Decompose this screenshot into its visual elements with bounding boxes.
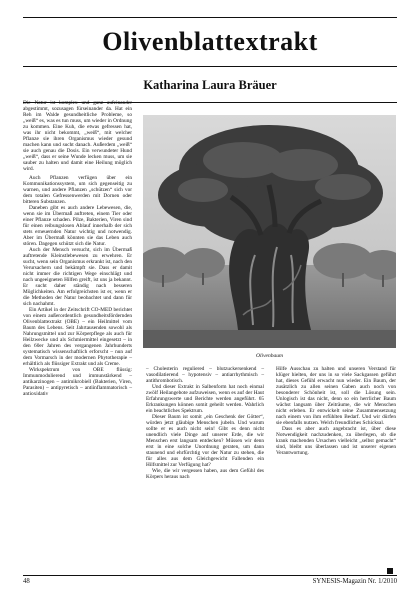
paragraph: Auch der Mensch versucht, sich im Übermaß auftretende Kleinstlebewesen zu erwehren. Er sucht, wenn sein Organismus erkrankt ist, nach den Verursachern und bekämpft sie. Dass er damit nicht immer die richtigen Wege einschlägt und nach ungeeigneten Hilfen greift, ist uns ja bekannt. Er sucht daher ständig nach besseren Möglichkeiten. Am erfolgreichsten ist er, wenn er die Methoden der Natur beobachtet und dann für sich nachahmt. <box>23 247 132 307</box>
paragraph: Dieser Baum ist somit „ein Geschenk der Götter“, würden jetzt gläubige Menschen jubeln. Und warum sollte er es auch nicht sein! Gibt es denn nicht unendlich viele Dinge auf unserer Erde, die wir Menschen erst langsam entdecken? Müssen wir denn erst in eine solche Unordnung geraten, um dann staunend und ehrfürchtig vor der Natur zu stehen, die für alles aus dem Gleichgewicht Fallenden ein Hilfsmittel zur Verfügung hat? <box>146 414 264 468</box>
paragraph: Die Natur ist komplex und ganz aufeinander abgestimmt, sozusagen fürseinander da. Hat ein Reh im Walde gesundheitliche Probleme, so „weiß“ es, was es tun muss, um wieder in Ordnung zu kommen. Eine Kuh, die etwas gefressen hat, was ihr nicht bekommt, „weiß“, mit welcher Pflanze sie ihren Organismus wieder gesund machen kann und sucht danach. Außerdem „weiß“ sie auch genau die Dosis. Ein verwundeter Hund „weiß“, dass er seine Wunde lecken muss, um sie sauber zu halten und damit eine Heilung möglich wird. <box>23 100 132 172</box>
article-author: Katharina Laura Bräuer <box>143 78 277 92</box>
photo-caption: Olivenbaum <box>256 353 283 359</box>
title-rule <box>23 66 397 67</box>
paragraph: Hilfe Ausschau zu halten und unseren Verstand für klüger hielten, der uns in so viele Sackgassen geführt hat, dieses Gefühl erwacht nun wieder. Ein Baum, der zusätzlich zu allen seinen Gaben auch noch von besonderer Schönheit ist, soll die Lösung sein. Unlogisch ist das nicht, denn so ein herrlicher Baum wächst langsam über Zeiträume, die wir Menschen nicht erleben. Er entwickelt seine Zusammensetzung nach einem von ihm erfühlten Bedarf. Und wir dürfen sie ebenfalls nutzen. Welch freundliches Schicksal. <box>276 366 396 426</box>
paragraph: – Cholesterin reguliered – blutzuckersenkend – vasodilatierend – hypotensiv – antiarrhythmisch – antithrombotisch. <box>146 366 264 384</box>
footer-rule <box>23 575 397 576</box>
olive-tree-photo <box>143 115 396 348</box>
paragraph: Daneben gibt es auch andere Lebewesen, die, wenn sie im Übermaß auftreten, einem Tier oder einer Pflanze schaden. Pilze, Bakterien, Viren sind für einen reibungslosen Ablauf innerhalb der sich stets erneuernden Natur wichtig und notwendig. Aber im Übermaß könnten sie das Leben auch stören. Dagegen schützt sich die Natur. <box>23 205 132 247</box>
paragraph: Dass es aber auch angebracht ist, über diese Notwendigkeit nachzudenken, zu überlegen, ob die krank machenden Ursachen vielleicht „selbst gemacht“ sind, bleibt uns überlassen und ist unserer eigenen Verantwortung. <box>276 426 396 456</box>
text-column-3 <box>276 366 396 456</box>
text-column-1 <box>23 100 132 397</box>
paragraph: Ein Artikel in der Zeitschrift CO-MED berichtet von einem außerordentlich gesundheitsfördernden Olivenblattextrakt (OBE) – ein Heilmittel vom Baum des Lebens. Seit Jahrtausenden sowohl als Nahrungsmittel und zur Körperpflege als auch für Heilzwecke und als Schmiermittel eingesetzt – in den 60er Jahren des vergangenen Jahrhunderts systematisch wissenschaftlich erforscht – nun auf dem Vormarsch in der modernen Phytotherapie – erhältlich als flüssiger Extrakt und als Creme. <box>23 307 132 367</box>
page-number: 48 <box>23 578 30 585</box>
paragraph: Wirkspektrum von OBE flüssig: Immunmodulierend und immunstärkend – antikarzinogen – antimikrobiell (Bakterien, Viren, Parasiten) – antipyretisch – antiinflammatorisch – antioxidativ <box>23 367 132 397</box>
paragraph: Wie, die wir vergessen haben, aus dem Gefühl des Körpers heraus nach <box>146 468 264 480</box>
magazine-name: SYNESIS-Magazin Nr. 1/2010 <box>312 578 397 585</box>
paragraph: Auch Pflanzen verfügen über ein Kommunikationssystem, um sich gegenseitig zu warnen, und andere Pflanzen „schützen“ sich vor dem totalen Gefressenwerden mit Dornen oder bitteren Substanzen. <box>23 175 132 205</box>
paragraph: Und dieser Extrakt in Salbenform hat noch einmal zwölf Heilangebote aufzuweisen, wenn es auf der Haut Erfahrungswerte und Berichte werden angeführt. 65 Erkrankungen können somit geheilt werden. Wahrlich ein beachtliches Spektrum. <box>146 384 264 414</box>
top-rule <box>23 17 397 18</box>
end-of-article-square <box>387 568 393 574</box>
text-column-2 <box>146 366 264 480</box>
article-title: Olivenblattextrakt <box>102 27 318 56</box>
